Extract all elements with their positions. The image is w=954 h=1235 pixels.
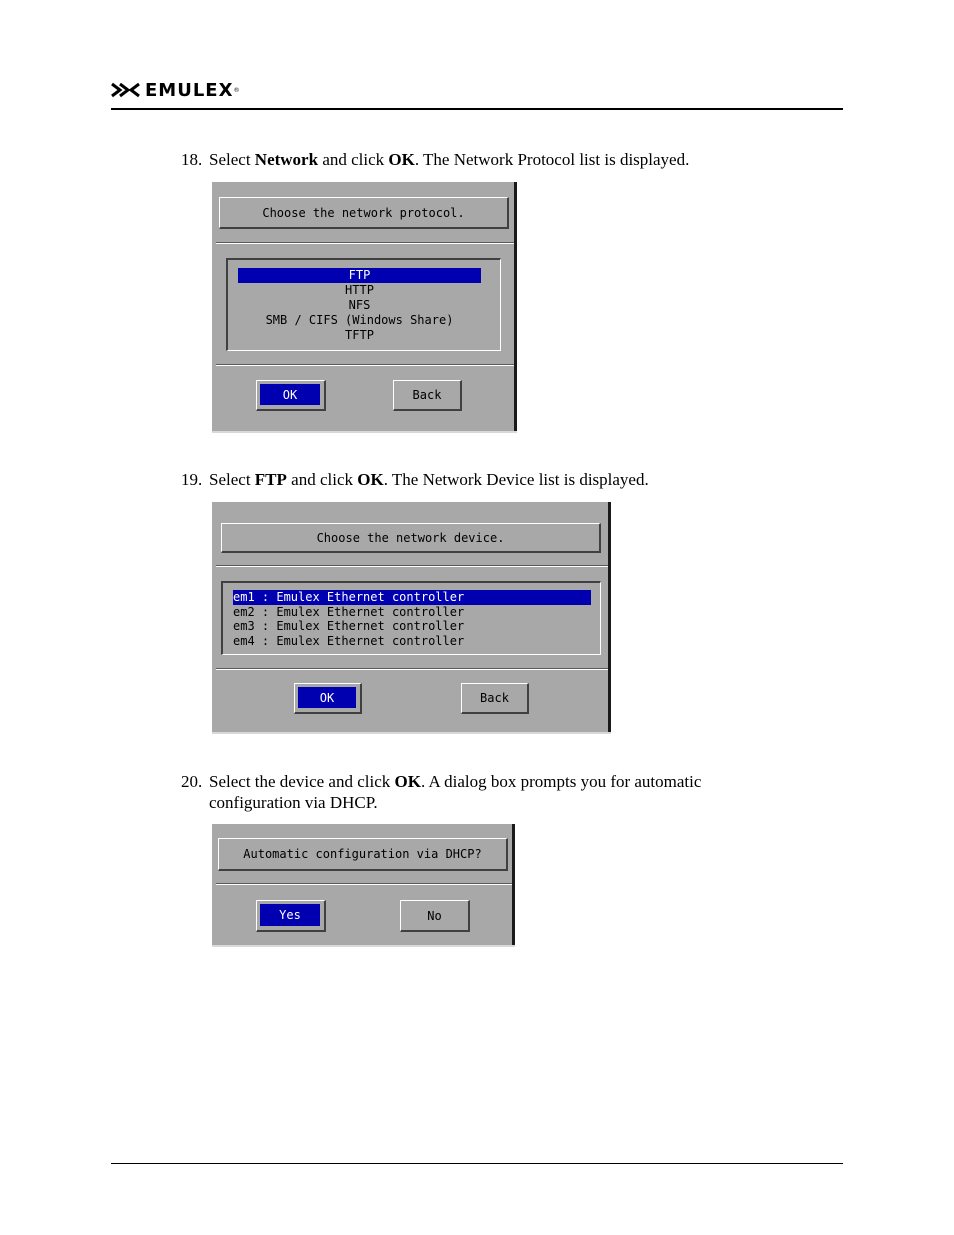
dialog-title: Choose the network device. — [221, 523, 601, 553]
emulex-mark-icon — [111, 82, 141, 98]
dialog-title: Automatic configuration via DHCP? — [218, 838, 508, 871]
list-item[interactable]: TFTP — [345, 328, 374, 342]
protocol-list[interactable] — [226, 258, 501, 351]
back-button[interactable]: Back — [393, 380, 462, 411]
step-number: 18. — [181, 150, 203, 169]
dhcp-dialog — [212, 824, 515, 947]
list-item[interactable]: em4 : Emulex Ethernet controller — [233, 634, 465, 648]
dialog-title: Choose the network protocol. — [219, 197, 509, 229]
step-text: Select the device and click OK. A dialog box prompts you for automatic — [209, 772, 702, 791]
list-item[interactable]: em1 : Emulex Ethernet controller — [233, 590, 591, 605]
footer-rule — [111, 1163, 843, 1164]
divider — [216, 364, 514, 366]
emulex-logo — [111, 80, 239, 100]
network-device-dialog — [212, 502, 611, 734]
ok-button[interactable]: OK — [294, 683, 362, 714]
divider — [216, 565, 608, 567]
step-19 — [181, 469, 801, 491]
list-item[interactable]: HTTP — [345, 283, 374, 297]
step-18 — [181, 149, 801, 171]
logo-wordmark: EMULEX — [145, 79, 234, 101]
list-item[interactable]: em2 : Emulex Ethernet controller — [233, 605, 465, 619]
no-button[interactable]: No — [400, 900, 470, 932]
header-rule — [111, 108, 843, 110]
step-20 — [181, 771, 801, 815]
step-text-line2: configuration via DHCP. — [209, 793, 378, 812]
network-protocol-dialog — [212, 182, 517, 433]
yes-button[interactable]: Yes — [256, 900, 326, 932]
step-number: 19. — [181, 470, 203, 489]
list-item[interactable]: SMB / CIFS (Windows Share) — [265, 313, 454, 327]
list-item[interactable]: em3 : Emulex Ethernet controller — [233, 619, 465, 633]
divider — [216, 668, 608, 670]
list-item[interactable]: NFS — [348, 298, 371, 312]
divider — [216, 242, 514, 244]
step-text: Select Network and click OK. The Network Protocol list is displayed. — [209, 150, 690, 169]
step-text: Select FTP and click OK. The Network Device list is displayed. — [209, 470, 649, 489]
ok-button[interactable]: OK — [256, 380, 326, 411]
divider — [216, 883, 512, 885]
device-list[interactable] — [221, 581, 601, 655]
list-item[interactable]: FTP — [238, 268, 481, 283]
step-number: 20. — [181, 772, 203, 791]
logo-trademark: ® — [233, 86, 240, 94]
back-button[interactable]: Back — [461, 683, 529, 714]
